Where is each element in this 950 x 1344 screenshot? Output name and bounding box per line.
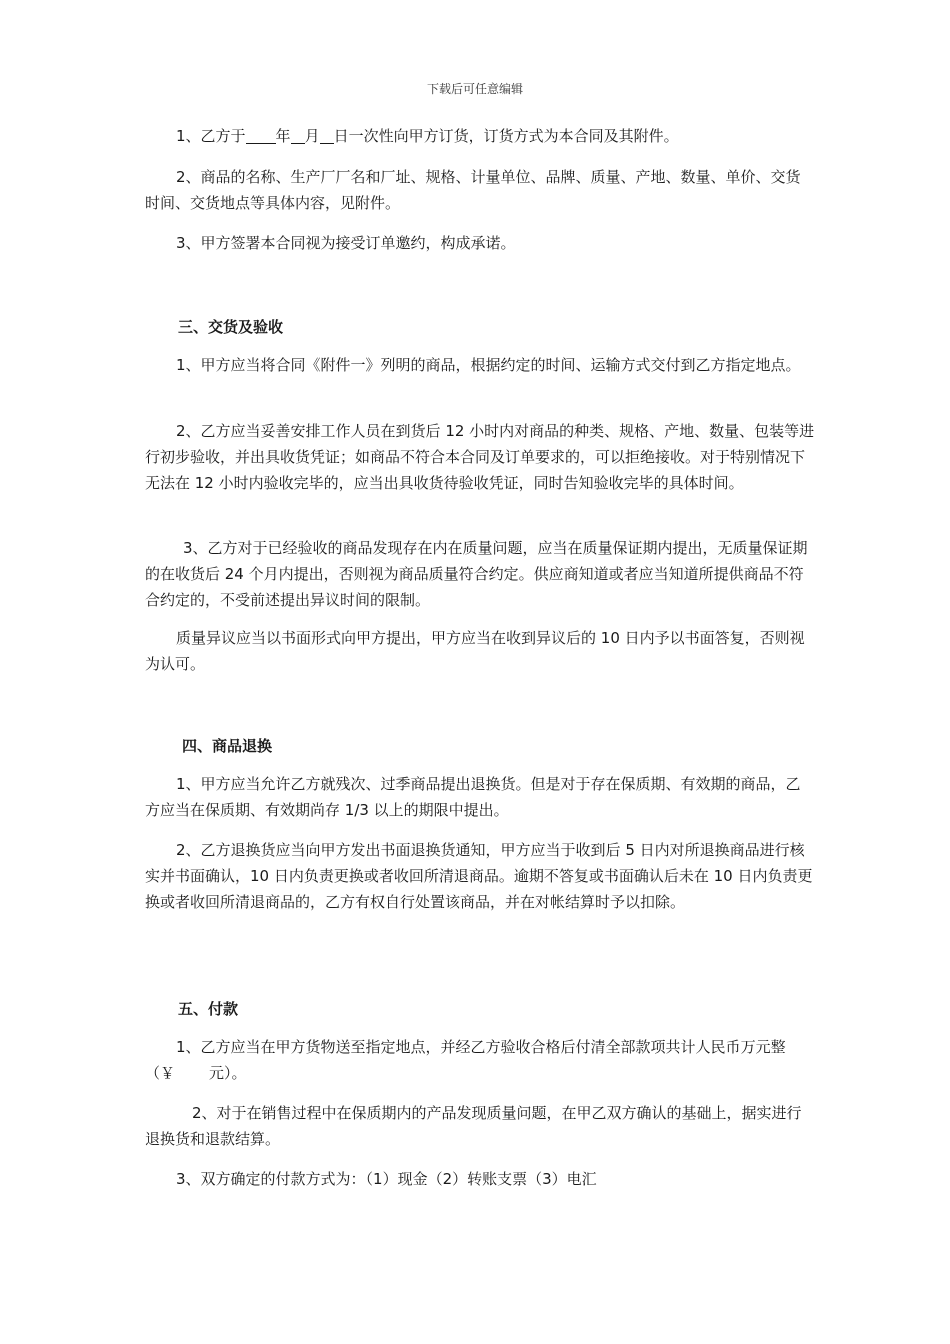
delivery-clause-1: 1、甲方应当将合同《附件一》列明的商品，根据约定的时间、运输方式交付到乙方指定地点。 — [176, 356, 801, 374]
clause-text: 1、乙方于 — [176, 127, 246, 145]
returns-clause-2: 2、乙方退换货应当向甲方发出书面退换货通知，甲方应当于收到后 5 日内对所退换商品进行核实并书面确认，10 日内负责更换或者收回所清退商品。逾期不答复或书面确认后未在 10 日内负责更换或者收回所清退商品的，乙方有权自行处置该商品，并在对帐结算时予以扣除。 — [145, 841, 813, 911]
payment-clause-3: 3、双方确定的付款方式为：（1）现金（2）转账支票（3）电汇 — [176, 1170, 597, 1188]
month-blank — [291, 127, 305, 144]
section-heading-delivery: 三、交货及验收 — [178, 318, 284, 336]
returns-clause-1: 1、甲方应当允许乙方就残次、过季商品提出退换货。但是对于存在保质期、有效期的商品，乙方应当在保质期、有效期尚存 1/3 以上的期限中提出。 — [145, 775, 801, 819]
payment-clause-1 — [145, 1034, 815, 1086]
section-heading-payment: 五、付款 — [178, 1000, 239, 1018]
delivery-clause-3: 3、乙方对于已经验收的商品发现存在内在质量问题，应当在质量保证期内提出，无质量保证期的在收货后 24 个月内提出，否则视为商品质量符合约定。供应商知道或者应当知道所提供商品不符合约定的，不受前述提出异议时间的限制。 — [145, 539, 808, 609]
delivery-clause-2: 2、乙方应当妥善安排工作人员在到货后 12 小时内对商品的种类、规格、产地、数量、包装等进行初步验收，并出具收货凭证；如商品不符合本合同及订单要求的，可以拒绝接收。对于特别情况下无法在 12 小时内验收完毕的，应当出具收货待验收凭证，同时告知验收完毕的具体时间。 — [145, 422, 815, 492]
payment-clause-2: 2、对于在销售过程中在保质期内的产品发现质量问题，在甲乙双方确认的基础上，据实进行退换货和退款结算。 — [145, 1104, 802, 1148]
year-blank — [246, 127, 276, 144]
ordering-clause-1 — [145, 123, 815, 149]
page-header: 下载后可任意编辑 — [426, 82, 523, 96]
day-blank — [320, 127, 334, 144]
clause-text: 元）。 — [209, 1064, 247, 1082]
ordering-clause-3: 3、甲方签署本合同视为接受订单邀约，构成承诺。 — [176, 234, 516, 252]
clause-text: 万元整（￥ — [145, 1038, 786, 1082]
ordering-clause-2: 2、商品的名称、生产厂厂名和厂址、规格、计量单位、品牌、质量、产地、数量、单价、交货时间、交货地点等具体内容，见附件。 — [145, 168, 801, 212]
delivery-clause-4: 质量异议应当以书面形式向甲方提出，甲方应当在收到异议后的 10 日内予以书面答复，否则视为认可。 — [145, 629, 805, 673]
clause-text: 年 — [275, 127, 291, 145]
section-heading-returns: 四、商品退换 — [182, 737, 273, 755]
clause-text: 月 — [304, 127, 320, 145]
clause-text: 日一次性向甲方订货，订货方式为本合同及其附件。 — [333, 127, 679, 145]
clause-text: 1、乙方应当在甲方货物送至指定地点，并经乙方验收合格后付清全部款项共计人民币 — [176, 1038, 741, 1056]
